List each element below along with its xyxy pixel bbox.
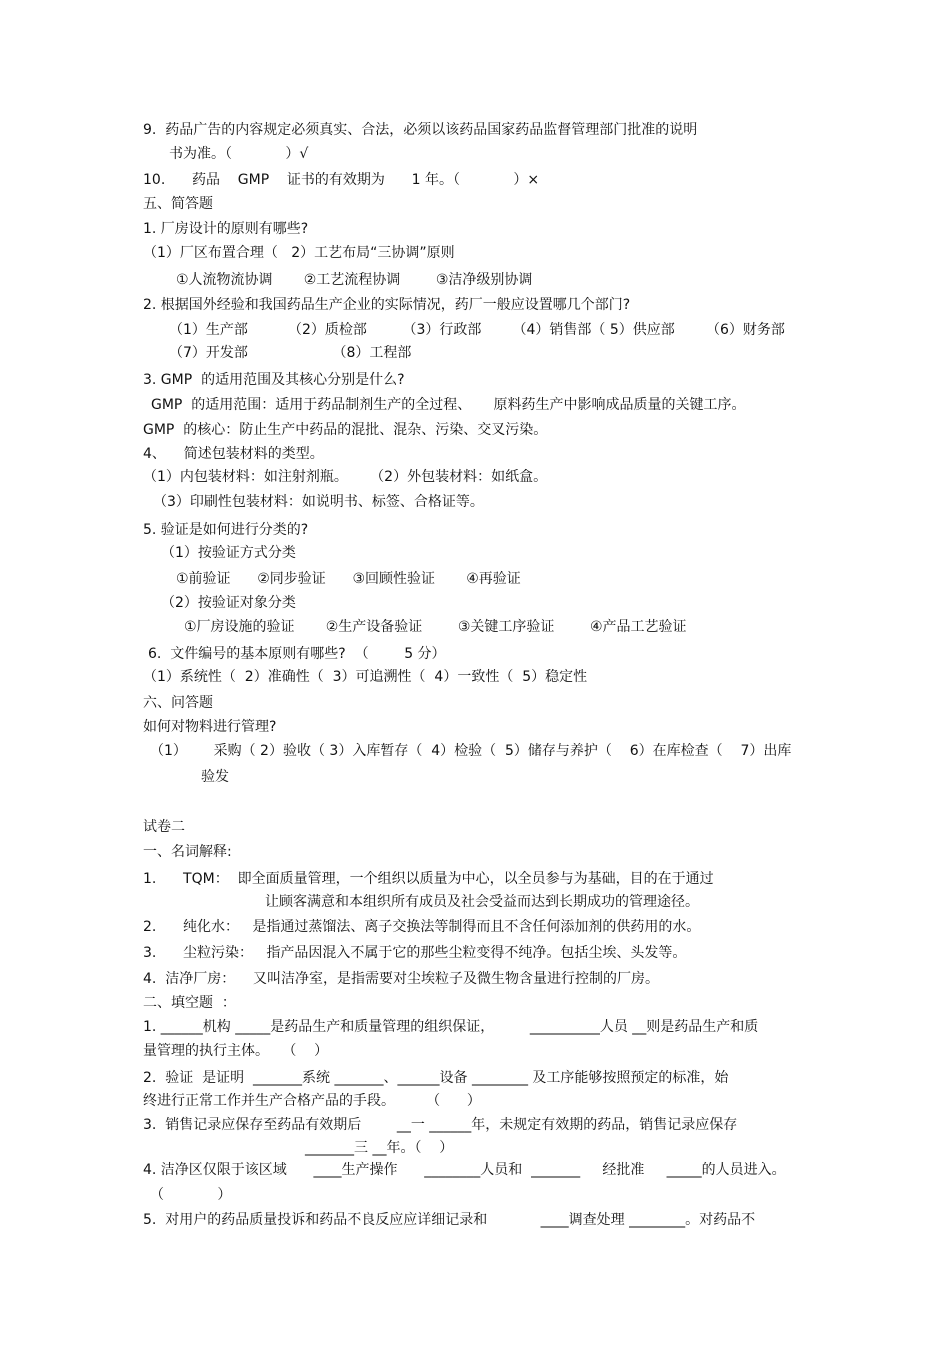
answer-5-line3: （2）按验证对象分类 bbox=[161, 595, 296, 611]
answer-5-line2: ①前验证 ②同步验证 ③回顾性验证 ④再验证 bbox=[176, 571, 521, 587]
item-9-line1: 9. 药品广告的内容规定必须真实、合法，必须以该药品国家药品监督管理部门批准的说明 bbox=[143, 122, 698, 138]
section-heading-5: 五、简答题 bbox=[143, 196, 213, 212]
fill-1-line1: 1. ______机构 _____是药品生产和质量管理的组织保证， __________人员 __则是药品生产和质 bbox=[143, 1019, 759, 1035]
answer-3-line1: GMP 的适用范围：适用于药品制剂生产的全过程、 原料药生产中影响成品质量的关键工序。 bbox=[151, 397, 746, 413]
question-2: 2. 根据国外经验和我国药品生产企业的实际情况，药厂一般应设置哪几个部门? bbox=[143, 297, 631, 313]
question-3: 3. GMP 的适用范围及其核心分别是什么? bbox=[143, 372, 405, 388]
essay-answer-line1: （1） 采购（ 2）验收（ 3）入库暂存（ 4）检验（ 5）储存与养护（ 6）在库检查（ 7）出库 bbox=[150, 743, 792, 759]
question-5: 5. 验证是如何进行分类的? bbox=[143, 522, 309, 538]
term-1-line2: 让顾客满意和本组织所有成员及社会受益而达到长期成功的管理途径。 bbox=[265, 894, 699, 910]
fill-4-line1: 4. 洁净区仅限于该区域 ____生产操作 ________人员和 _______ 经批准 _____的人员进入。 bbox=[143, 1162, 786, 1178]
answer-5-line4: ①厂房设施的验证 ②生产设备验证 ③关键工序验证 ④产品工艺验证 bbox=[184, 619, 687, 635]
fill-2-line1: 2. 验证 是证明 _______系统 _______、______设备 ________ 及工序能够按照预定的标准，始 bbox=[143, 1070, 729, 1086]
fill-1-line2: 量管理的执行主体。 （ ） bbox=[143, 1043, 329, 1059]
section-heading-6: 六、问答题 bbox=[143, 695, 213, 711]
answer-4-line2: （3）印刷性包装材料：如说明书、标签、合格证等。 bbox=[153, 494, 484, 510]
term-4: 4. 洁净厂房： 又叫洁净室，是指需要对尘埃粒子及微生物含量进行控制的厂房。 bbox=[143, 971, 660, 987]
fill-3-line2: _______三 __年。（ ） bbox=[305, 1140, 454, 1156]
question-6: 6. 文件编号的基本原则有哪些? （ 5 分） bbox=[148, 646, 446, 662]
fill-4-line2: （ ） bbox=[150, 1187, 232, 1203]
section-heading-fill: 二、填空题 ： bbox=[143, 995, 236, 1011]
fill-3-line1: 3. 销售记录应保存至药品有效期后 __一 ______年，未规定有效期的药品，销售记录应保存 bbox=[143, 1117, 738, 1133]
answer-2-line1: （1）生产部 （2）质检部 （3）行政部 （4）销售部（ 5）供应部 （6）财务部 bbox=[169, 322, 785, 338]
item-10: 10. 药品 GMP 证书的有效期为 1 年。（ ）× bbox=[143, 172, 540, 188]
answer-2-line2: （7）开发部 （8）工程部 bbox=[169, 345, 412, 361]
term-2: 2. 纯化水： 是指通过蒸馏法、离子交换法等制得而且不含任何添加剂的供药用的水。 bbox=[143, 919, 701, 935]
essay-answer-line2: 验发 bbox=[201, 769, 229, 785]
paper-two-title: 试卷二 bbox=[143, 819, 185, 835]
answer-5-line1: （1）按验证方式分类 bbox=[161, 545, 296, 561]
essay-question: 如何对物料进行管理? bbox=[143, 719, 277, 735]
answer-1-line2: ①人流物流协调 ②工艺流程协调 ③洁净级别协调 bbox=[176, 272, 533, 288]
section-heading-terms: 一、名词解释: bbox=[143, 844, 232, 860]
term-1-line1: 1. TQM： 即全面质量管理，一个组织以质量为中心，以全员参与为基础，目的在于通过 bbox=[143, 871, 714, 887]
fill-5-line1: 5. 对用户的药品质量投诉和药品不良反应应详细记录和 ____调查处理 ________。对药品不 bbox=[143, 1212, 756, 1228]
fill-2-line2: 终进行正常工作并生产合格产品的手段。 （ ） bbox=[143, 1093, 481, 1109]
item-9-line2: 书为准。（ ）√ bbox=[169, 146, 309, 162]
answer-6: （1）系统性（ 2）准确性（ 3）可追溯性（ 4）一致性（ 5）稳定性 bbox=[143, 669, 588, 685]
answer-3-line2: GMP 的核心：防止生产中药品的混批、混杂、污染、交叉污染。 bbox=[143, 422, 548, 438]
question-1: 1. 厂房设计的原则有哪些? bbox=[143, 221, 309, 237]
term-3: 3. 尘粒污染： 指产品因混入不属于它的那些尘粒变得不纯净。包括尘埃、头发等。 bbox=[143, 945, 687, 961]
answer-4-line1: （1）内包装材料：如注射剂瓶。 （2）外包装材料：如纸盒。 bbox=[143, 469, 548, 485]
answer-1-line1: （1）厂区布置合理（ 2）工艺布局“三协调”原则 bbox=[143, 245, 455, 261]
question-4: 4、 简述包装材料的类型。 bbox=[143, 446, 324, 462]
